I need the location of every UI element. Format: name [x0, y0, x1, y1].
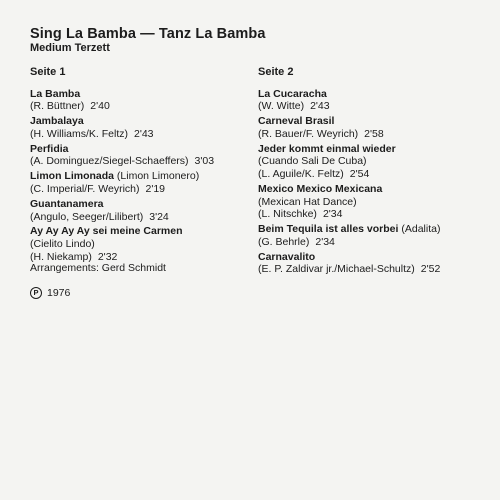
side-b-heading: Seite 2 [258, 66, 294, 78]
album-title: Sing La Bamba — Tanz La Bamba [30, 26, 266, 42]
side-a-heading: Seite 1 [30, 66, 66, 78]
track-item [258, 251, 490, 276]
side-b-list [258, 66, 490, 278]
track-credits: (E. P. Zaldivar jr./Michael-Schultz) [258, 263, 415, 276]
track-credits: (Angulo, Seeger/Lilibert) [30, 210, 144, 223]
track-credits: (R. Büttner) [30, 100, 85, 113]
track-duration: 2'43 [134, 127, 154, 140]
track-title: La Cucaracha [258, 87, 327, 100]
track-title: Beim Tequila ist alles vorbei [258, 223, 399, 236]
track-credits: (H. Niekamp) [30, 250, 92, 263]
track-duration: 2'52 [420, 263, 441, 276]
arrangements-credit: Arrangements: Gerd Schmidt [30, 262, 166, 274]
track-item [30, 88, 250, 113]
track-duration: 2'34 [322, 208, 343, 221]
track-credits: (A. Dominguez/Siegel-Schaeffers) [30, 155, 189, 168]
track-item [30, 115, 250, 140]
track-title: Carneval Brasil [258, 115, 335, 128]
track-alt-title: (Cielito Lindo) [30, 238, 95, 251]
track-item [30, 198, 250, 223]
track-item [258, 88, 490, 113]
artist-name: Medium Terzett [30, 42, 110, 54]
track-alt-title: (Mexican Hat Dance) [258, 195, 357, 208]
track-duration: 3'03 [194, 155, 215, 168]
track-item [30, 225, 250, 263]
track-alt-title: (Cuando Sali De Cuba) [258, 155, 367, 168]
track-title: La Bamba [30, 87, 81, 100]
track-title: Guantanamera [30, 197, 104, 210]
track-duration: 2'32 [97, 250, 118, 263]
track-title: Perfidia [30, 142, 69, 155]
track-title: Ay Ay Ay Ay sei meine Carmen [30, 225, 183, 238]
track-duration: 2'54 [349, 167, 370, 180]
track-title: Jeder kommt einmal wieder [258, 142, 396, 155]
track-duration: 2'40 [90, 100, 110, 113]
track-alt-title: (Adalita) [401, 223, 441, 236]
track-credits: (G. Behrle) [258, 235, 310, 248]
track-title: Mexico Mexico Mexicana [258, 182, 383, 195]
track-credits: (C. Imperial/F. Weyrich) [30, 182, 140, 195]
track-credits: (W. Witte) [258, 100, 305, 113]
track-credits: (L. Nitschke) [258, 208, 317, 221]
track-alt-title: (Limon Limonero) [116, 170, 200, 183]
track-title: Limon Limonada [30, 170, 114, 183]
track-item [30, 170, 250, 195]
track-item [30, 143, 250, 168]
track-duration: 3'24 [149, 210, 169, 223]
track-item [258, 143, 490, 181]
track-credits: (H. Williams/K. Feltz) [30, 127, 128, 140]
track-duration: 2'58 [364, 127, 384, 140]
track-credits: (L. Aguile/K. Feltz) [258, 167, 344, 180]
track-item [258, 115, 490, 140]
side-a-list [30, 66, 250, 266]
copyright-line [30, 287, 70, 299]
track-duration: 2'43 [310, 100, 330, 113]
copyright-year: 1976 [47, 287, 71, 299]
track-title: Jambalaya [30, 115, 84, 128]
track-duration: 2'19 [145, 182, 166, 195]
track-item [258, 183, 490, 221]
track-title: Carnavalito [258, 250, 316, 263]
phonogram-copyright-icon: P [30, 287, 42, 299]
track-credits: (R. Bauer/F. Weyrich) [258, 127, 359, 140]
track-item [258, 223, 490, 248]
track-duration: 2'34 [315, 235, 335, 248]
